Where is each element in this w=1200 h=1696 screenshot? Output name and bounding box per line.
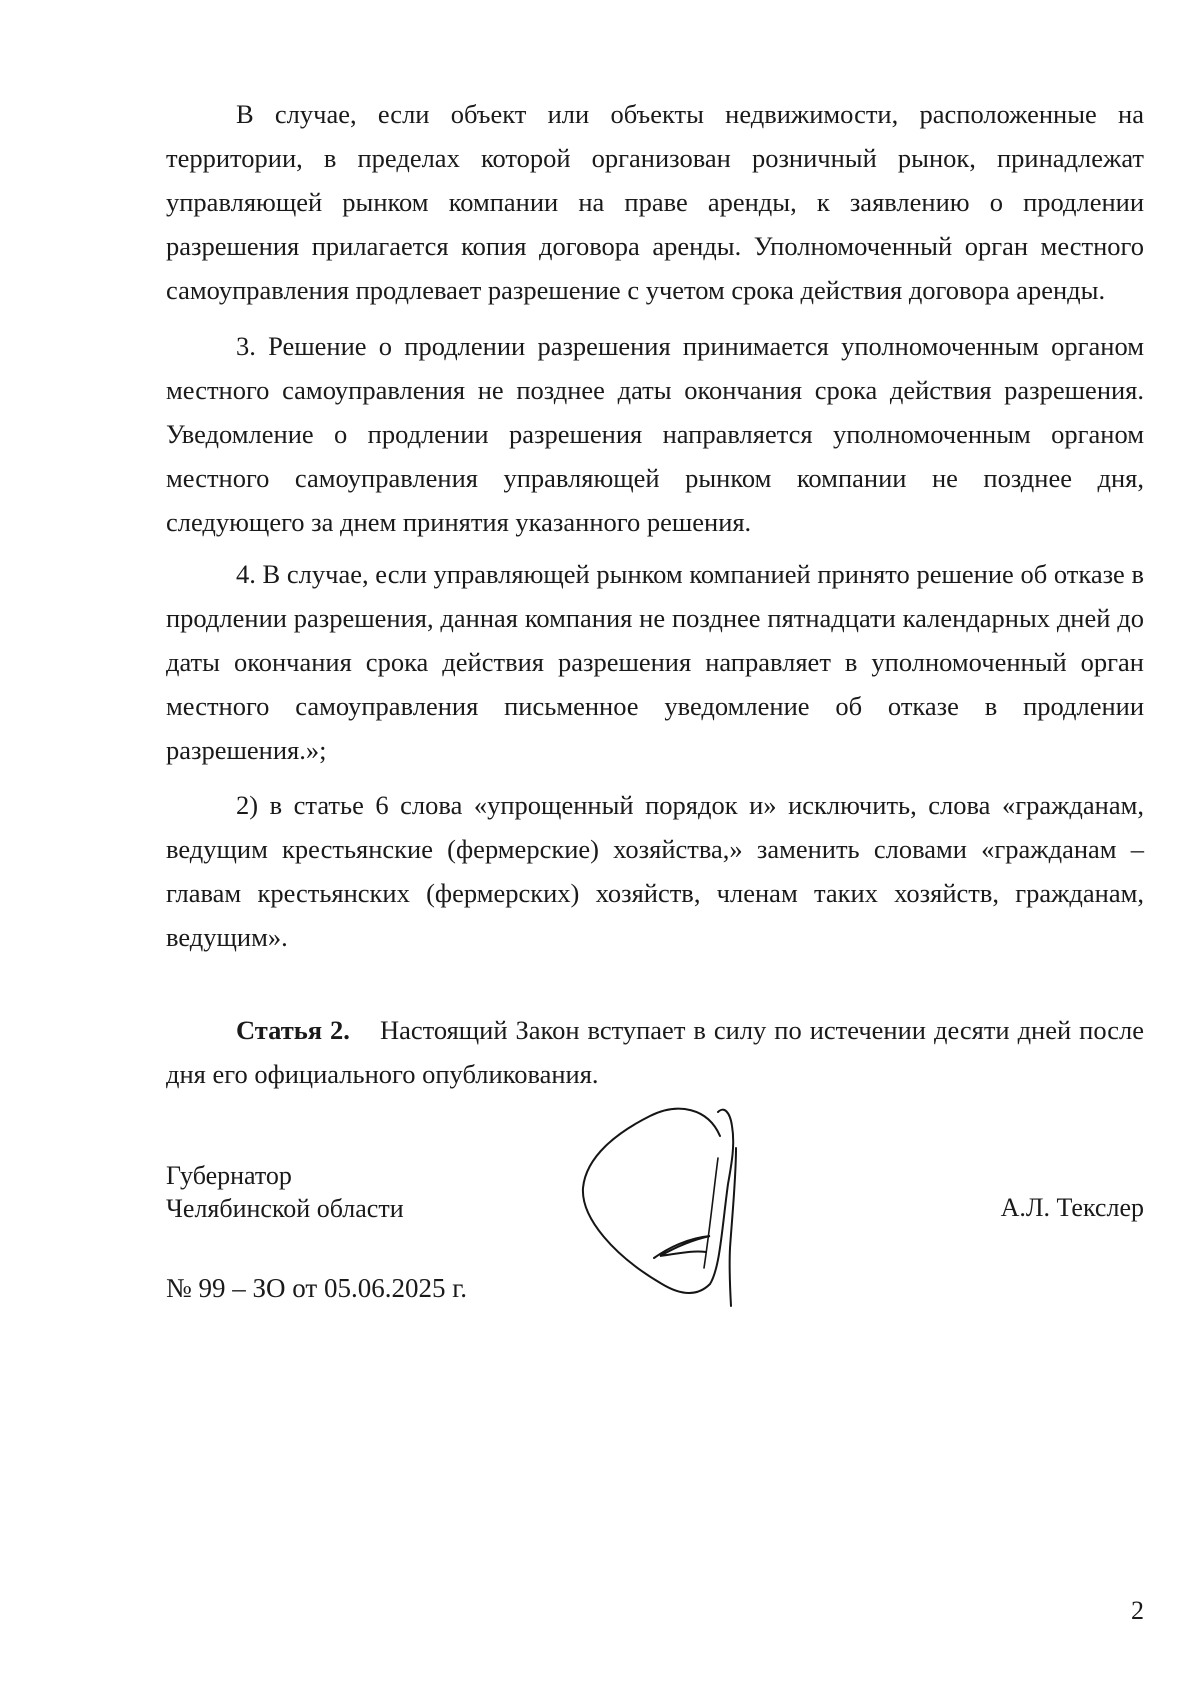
paragraph-rent-case bbox=[166, 92, 1144, 312]
position-line-1: Губернатор bbox=[166, 1161, 292, 1190]
article-2-title: Статья 2. bbox=[236, 1015, 350, 1045]
paragraph-text: В случае, если объект или объекты недвижимости, расположенные на территории, в пределах которой организован розничный рынок, принадлежат управляющей рынком компании на праве аренды, к заявлению о продлении разрешения прилагается копия договора аренды. Уполномоченный орган местного самоуправления продлевает разрешение с учетом срока действия договора аренды. bbox=[166, 99, 1144, 305]
paragraph-text: 4. В случае, если управляющей рынком компанией принято решение об отказе в продлении разрешения, данная компания не позднее пятнадцати календарных дней до даты окончания срока действия разрешения направляет в уполномоченный орган местного самоуправления письменное уведомление об отказе в продлении разрешения.»; bbox=[166, 559, 1144, 765]
handwritten-signature bbox=[570, 1088, 770, 1308]
paragraph-text: 3. Решение о продлении разрешения принимается уполномоченным органом местного самоуправления не позднее даты окончания срока действия разрешения. Уведомление о продлении разрешения направляется уполномоченным органом местного самоуправления управляющей рынком компании не позднее дня, следующего за днем принятия указанного решения. bbox=[166, 331, 1144, 537]
paragraph-item-4 bbox=[166, 552, 1144, 772]
article-2 bbox=[166, 1008, 1144, 1096]
paragraph-item-3 bbox=[166, 324, 1144, 544]
paragraph-article-6-amendment bbox=[166, 783, 1144, 959]
page-number: 2 bbox=[1131, 1596, 1144, 1625]
signatory-name: А.Л. Текслер bbox=[1000, 1193, 1144, 1222]
paragraph-text: 2) в статье 6 слова «упрощенный порядок и» исключить, слова «гражданам, ведущим крестьянские (фермерские) хозяйства,» заменить словами «гражданам – главам крестьянских (фермерских) хозяйств, членам таких хозяйств, гражданам, ведущим». bbox=[166, 790, 1144, 952]
law-number: № 99 – ЗО от 05.06.2025 г. bbox=[166, 1273, 468, 1303]
signatory-position bbox=[166, 1159, 404, 1225]
article-2-text: Настоящий Закон вступает в силу по истечении десяти дней после дня его официального опубликования. bbox=[166, 1015, 1145, 1089]
article-2-paragraph bbox=[166, 1008, 1144, 1096]
position-line-2: Челябинской области bbox=[166, 1194, 404, 1223]
